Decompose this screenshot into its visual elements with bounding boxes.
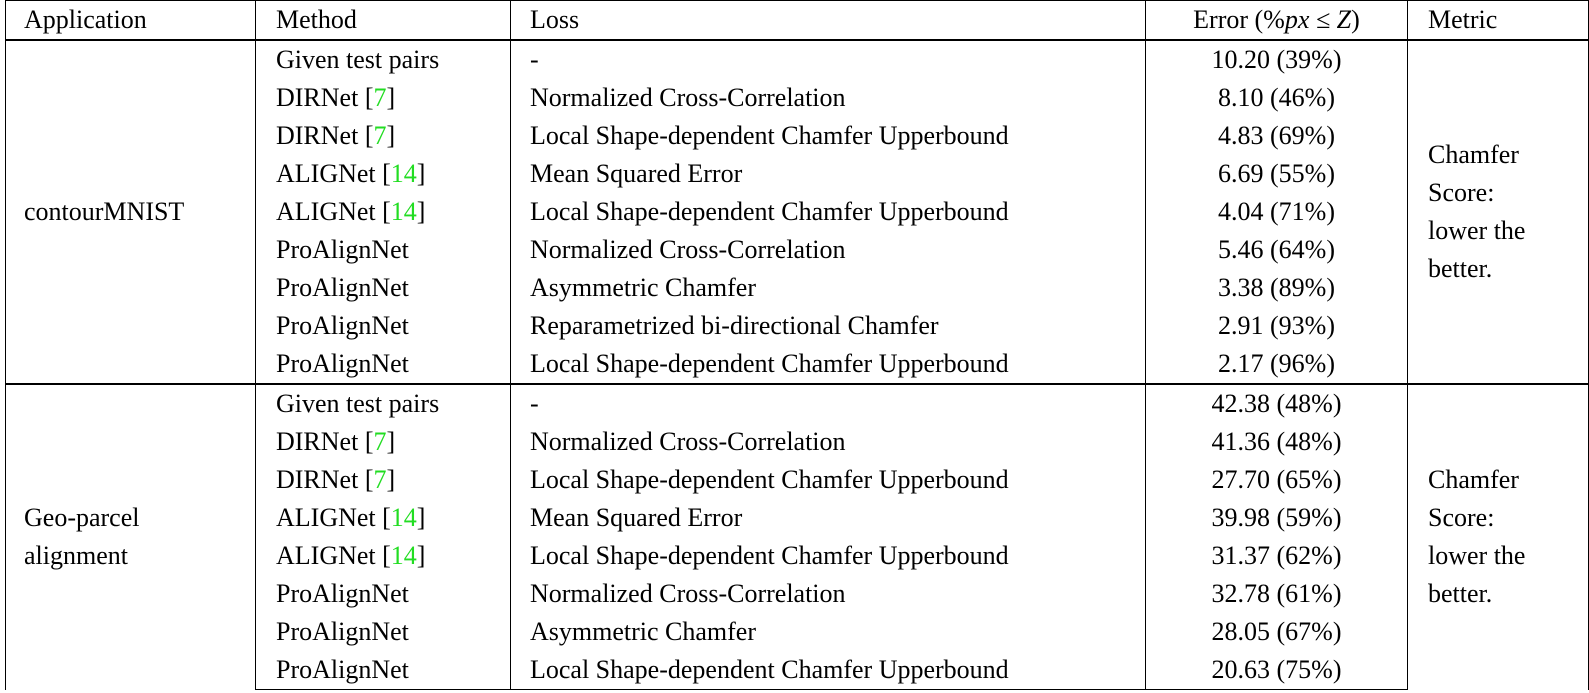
method-name: ALIGNet [ bbox=[276, 159, 391, 188]
error-cell: 2.91 (93%) bbox=[1146, 307, 1408, 345]
method-cell bbox=[256, 423, 511, 461]
citation-bracket: ] bbox=[386, 465, 396, 494]
method-name: Given test pairs bbox=[276, 45, 440, 74]
method-name: DIRNet [ bbox=[276, 465, 374, 494]
method-name: ProAlignNet bbox=[276, 617, 409, 646]
citation-bracket: ] bbox=[416, 503, 426, 532]
results-body bbox=[6, 40, 1589, 690]
metric-line: better. bbox=[1428, 579, 1493, 609]
application-line: alignment bbox=[24, 541, 128, 571]
citation-bracket: ] bbox=[416, 541, 426, 570]
error-cell: 6.69 (55%) bbox=[1146, 155, 1408, 193]
citation-bracket: ] bbox=[386, 427, 396, 456]
method-cell bbox=[256, 193, 511, 231]
error-cell: 3.38 (89%) bbox=[1146, 269, 1408, 307]
application-line: contourMNIST bbox=[24, 197, 185, 226]
citation-bracket: ] bbox=[386, 83, 396, 112]
citation-link[interactable]: 14 bbox=[390, 541, 417, 570]
citation-bracket: ] bbox=[386, 121, 396, 150]
citation-bracket: ] bbox=[416, 159, 426, 188]
citation-link[interactable]: 7 bbox=[373, 121, 387, 150]
results-table bbox=[5, 0, 1589, 690]
error-cell: 4.04 (71%) bbox=[1146, 193, 1408, 231]
citation-link[interactable]: 7 bbox=[373, 465, 387, 494]
loss-cell: Normalized Cross-Correlation bbox=[511, 575, 1146, 613]
metric-line: Chamfer bbox=[1428, 465, 1519, 495]
header-error bbox=[1146, 1, 1408, 41]
method-cell bbox=[256, 575, 511, 613]
method-cell bbox=[256, 345, 511, 384]
header-metric: Metric bbox=[1408, 1, 1589, 41]
error-cell: 39.98 (59%) bbox=[1146, 499, 1408, 537]
loss-cell: Local Shape-dependent Chamfer Upperbound bbox=[511, 345, 1146, 384]
loss-cell: Reparametrized bi-directional Chamfer bbox=[511, 307, 1146, 345]
header-row bbox=[6, 1, 1589, 41]
method-cell bbox=[256, 461, 511, 499]
method-name: DIRNet [ bbox=[276, 83, 374, 112]
method-cell bbox=[256, 307, 511, 345]
method-cell bbox=[256, 155, 511, 193]
error-cell: 4.83 (69%) bbox=[1146, 117, 1408, 155]
header-error-math: px ≤ Z bbox=[1284, 5, 1352, 34]
method-name: ALIGNet [ bbox=[276, 503, 391, 532]
citation-link[interactable]: 14 bbox=[390, 503, 417, 532]
table-row bbox=[6, 384, 1589, 423]
error-cell: 31.37 (62%) bbox=[1146, 537, 1408, 575]
application-cell bbox=[6, 40, 256, 384]
loss-cell: Normalized Cross-Correlation bbox=[511, 231, 1146, 269]
metric-cell bbox=[1408, 384, 1589, 690]
method-cell bbox=[256, 613, 511, 651]
citation-bracket: ] bbox=[416, 197, 426, 226]
method-name: ProAlignNet bbox=[276, 235, 409, 264]
method-cell bbox=[256, 269, 511, 307]
method-name: DIRNet [ bbox=[276, 121, 374, 150]
loss-cell: - bbox=[511, 384, 1146, 423]
method-name: ALIGNet [ bbox=[276, 541, 391, 570]
header-error-prefix: Error (% bbox=[1193, 5, 1285, 34]
error-cell: 10.20 (39%) bbox=[1146, 40, 1408, 79]
error-cell: 42.38 (48%) bbox=[1146, 384, 1408, 423]
error-cell: 27.70 (65%) bbox=[1146, 461, 1408, 499]
loss-cell: Local Shape-dependent Chamfer Upperbound bbox=[511, 461, 1146, 499]
error-cell-best: 20.63 (75%) bbox=[1146, 651, 1408, 690]
loss-cell: Normalized Cross-Correlation bbox=[511, 79, 1146, 117]
loss-cell: Normalized Cross-Correlation bbox=[511, 423, 1146, 461]
metric-cell bbox=[1408, 40, 1589, 384]
method-name: ProAlignNet bbox=[276, 579, 409, 608]
error-cell: 8.10 (46%) bbox=[1146, 79, 1408, 117]
application-line: Geo-parcel bbox=[24, 503, 140, 533]
citation-link[interactable]: 14 bbox=[390, 159, 417, 188]
method-name: ProAlignNet bbox=[276, 349, 409, 378]
method-name: ProAlignNet bbox=[276, 311, 409, 340]
loss-cell: - bbox=[511, 40, 1146, 79]
citation-link[interactable]: 7 bbox=[373, 427, 387, 456]
method-cell bbox=[256, 651, 511, 690]
metric-line: Score: bbox=[1428, 503, 1495, 533]
metric-line: lower the bbox=[1428, 216, 1526, 245]
loss-cell: Local Shape-dependent Chamfer Upperbound bbox=[511, 193, 1146, 231]
application-cell bbox=[6, 384, 256, 690]
method-cell bbox=[256, 117, 511, 155]
method-name: ProAlignNet bbox=[276, 273, 409, 302]
loss-cell: Asymmetric Chamfer bbox=[511, 269, 1146, 307]
error-cell: 41.36 (48%) bbox=[1146, 423, 1408, 461]
method-name: DIRNet [ bbox=[276, 427, 374, 456]
metric-line: better. bbox=[1428, 254, 1493, 283]
loss-cell: Asymmetric Chamfer bbox=[511, 613, 1146, 651]
error-cell-best: 2.17 (96%) bbox=[1146, 345, 1408, 384]
method-cell bbox=[256, 79, 511, 117]
citation-link[interactable]: 7 bbox=[373, 83, 387, 112]
loss-cell: Local Shape-dependent Chamfer Upperbound bbox=[511, 651, 1146, 690]
header-method: Method bbox=[256, 1, 511, 41]
error-cell: 32.78 (61%) bbox=[1146, 575, 1408, 613]
loss-cell: Mean Squared Error bbox=[511, 155, 1146, 193]
header-application: Application bbox=[6, 1, 256, 41]
method-cell bbox=[256, 40, 511, 79]
method-cell bbox=[256, 537, 511, 575]
error-cell: 5.46 (64%) bbox=[1146, 231, 1408, 269]
table-row bbox=[6, 40, 1589, 79]
loss-cell: Local Shape-dependent Chamfer Upperbound bbox=[511, 117, 1146, 155]
metric-line: lower the bbox=[1428, 541, 1526, 571]
metric-line: Score: bbox=[1428, 178, 1495, 207]
citation-link[interactable]: 14 bbox=[390, 197, 417, 226]
loss-cell: Local Shape-dependent Chamfer Upperbound bbox=[511, 537, 1146, 575]
method-cell bbox=[256, 499, 511, 537]
header-loss: Loss bbox=[511, 1, 1146, 41]
metric-line: Chamfer bbox=[1428, 140, 1519, 169]
method-name: ProAlignNet bbox=[276, 655, 409, 684]
method-name: ALIGNet [ bbox=[276, 197, 391, 226]
method-name: Given test pairs bbox=[276, 389, 440, 418]
header-error-suffix: ) bbox=[1351, 5, 1360, 34]
method-cell bbox=[256, 384, 511, 423]
error-cell: 28.05 (67%) bbox=[1146, 613, 1408, 651]
loss-cell: Mean Squared Error bbox=[511, 499, 1146, 537]
method-cell bbox=[256, 231, 511, 269]
